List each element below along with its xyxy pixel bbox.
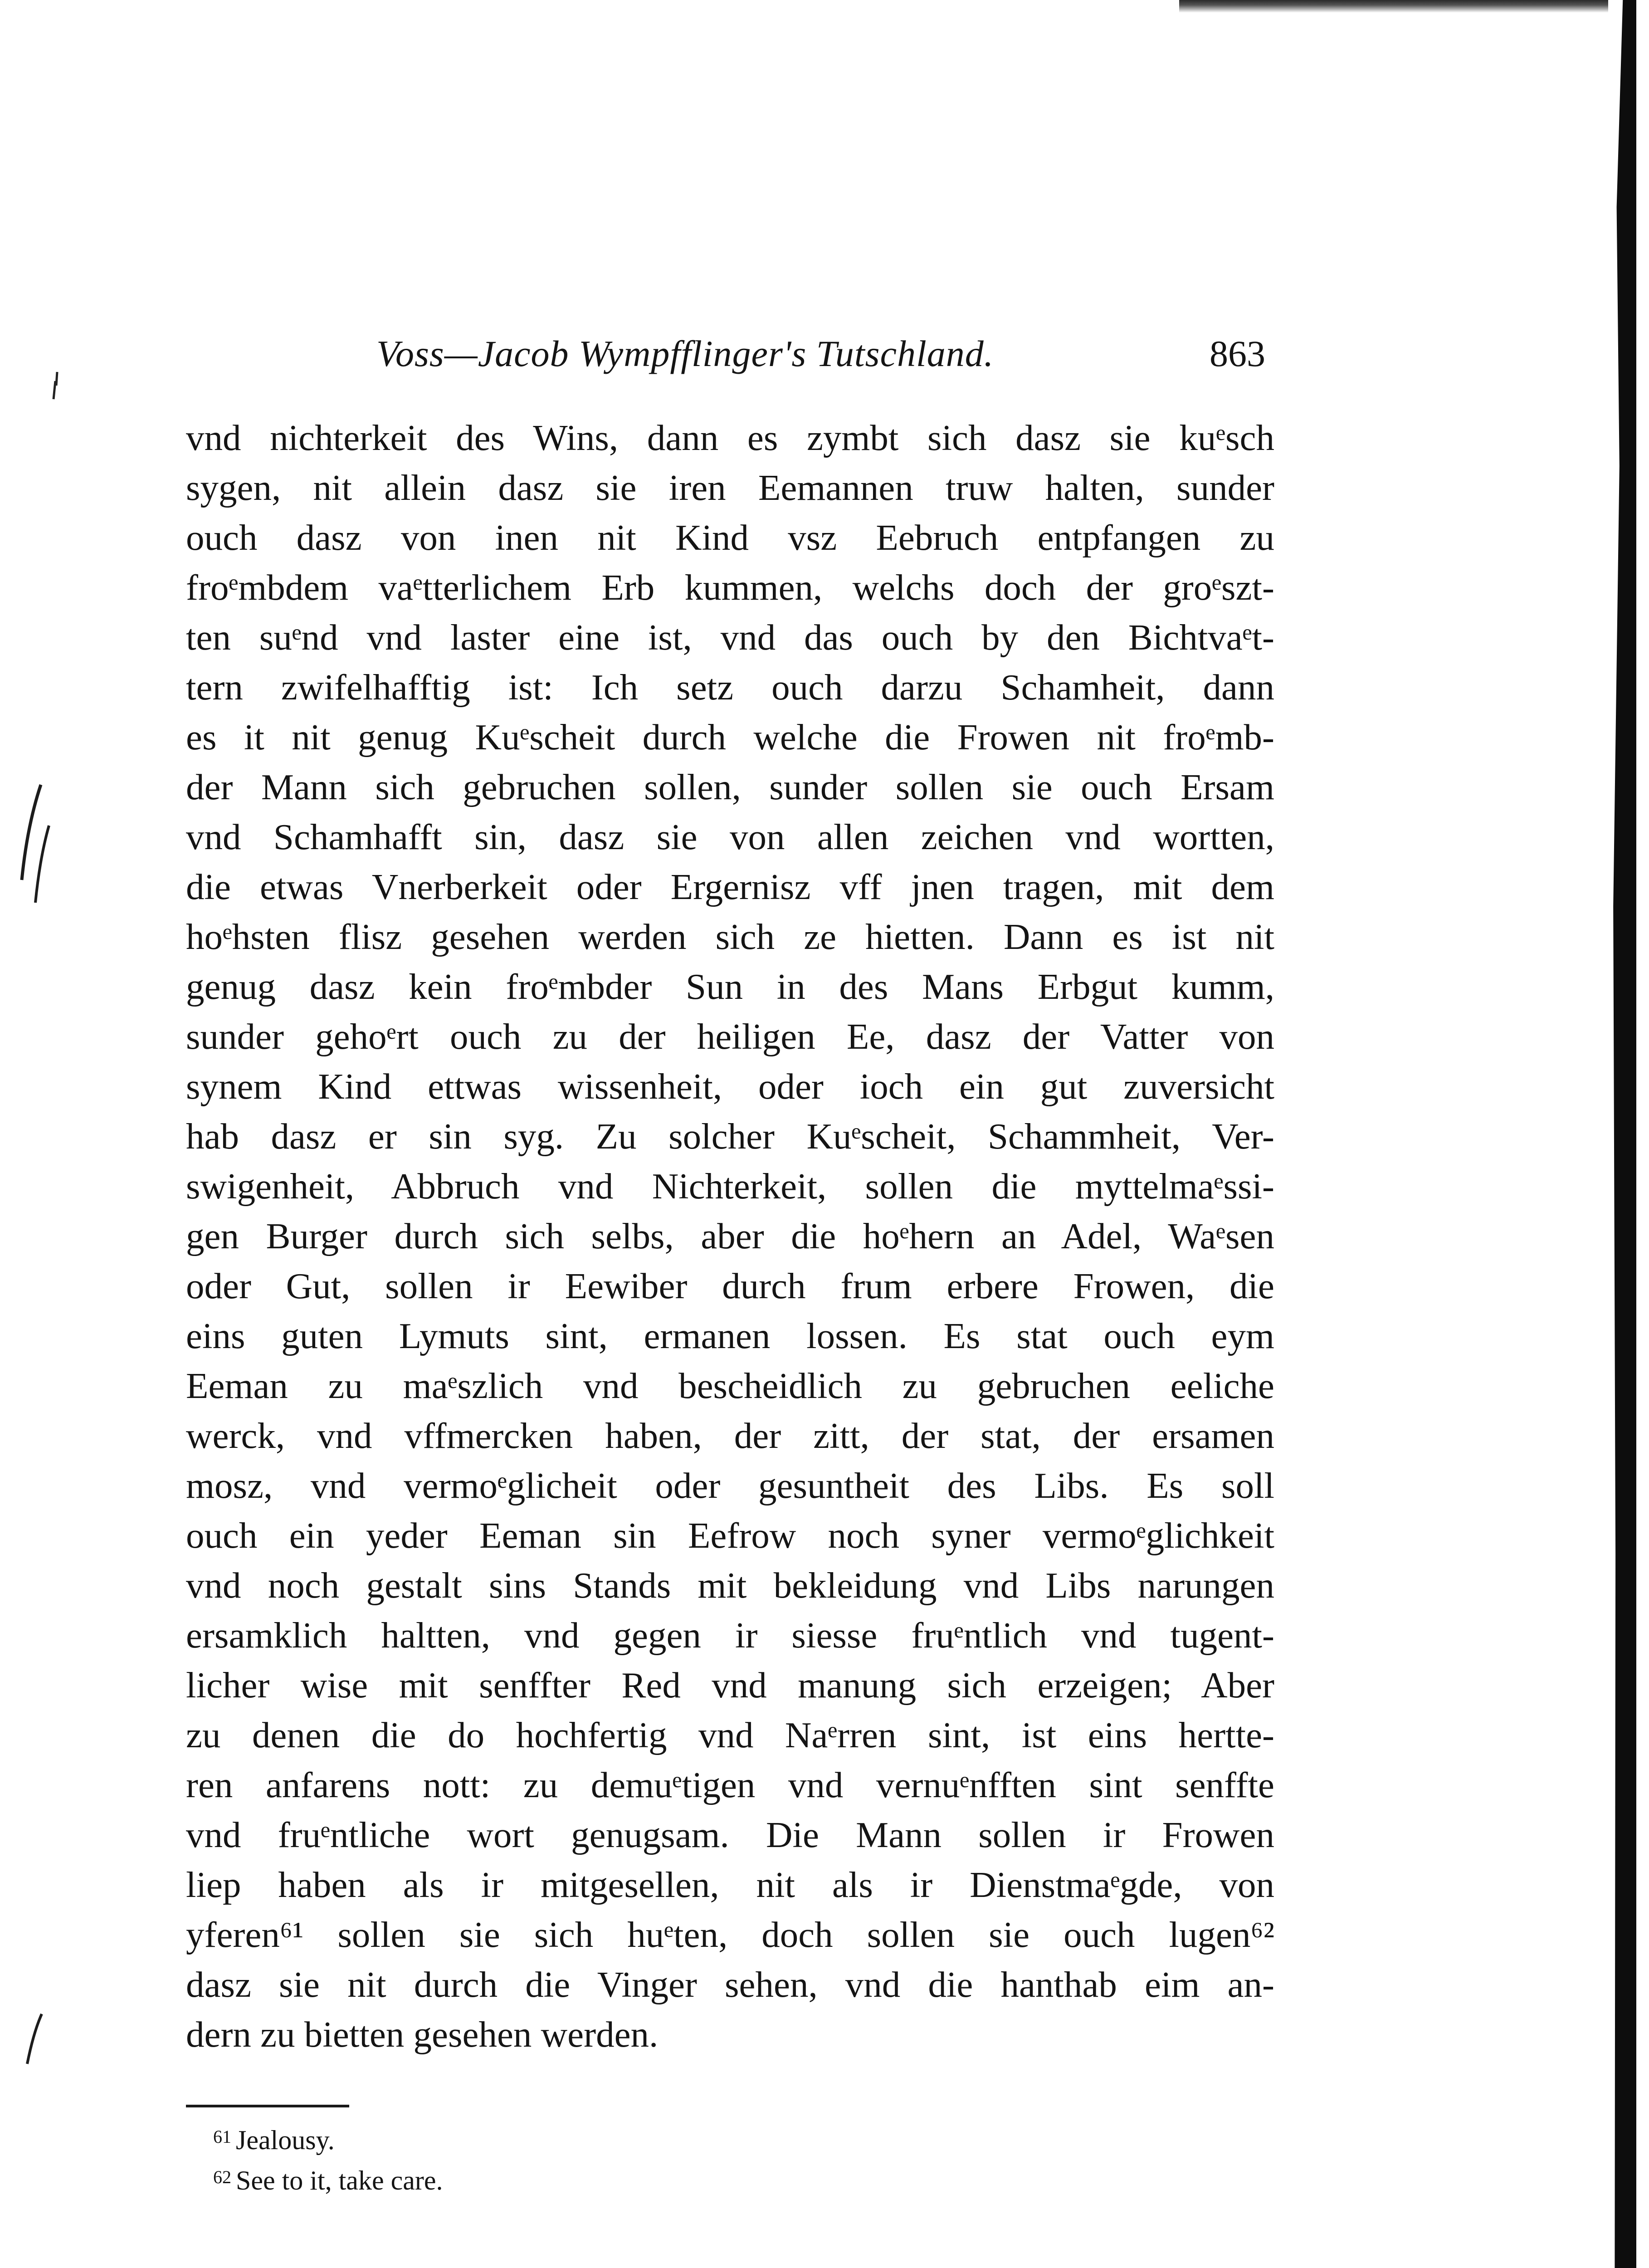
text-line: tern zwifelhafftig ist: Ich setz ouch darzu Schamheit, dann: [186, 667, 1274, 708]
text-line: ren anfarens nott: zu demuᵉtigen vnd vernuᵉnfften sint senffte: [186, 1765, 1274, 1805]
text-line: Eeman zu maᵉszlich vnd bescheidlich zu gebruchen eeliche: [186, 1365, 1274, 1406]
text-line: yferen⁶¹ sollen sie sich huᵉten, doch sollen sie ouch lugen⁶²: [186, 1914, 1274, 1955]
text-line: es it nit genug Kuᵉscheit durch welche die Frowen nit froᵉmb-: [186, 717, 1274, 758]
text-line: liep haben als ir mitgesellen, nit als ir Dienstmaᵉgde, von: [186, 1864, 1274, 1905]
text-line: mosz, vnd vermoᵉglicheit oder gesuntheit des Libs. Es soll: [186, 1465, 1274, 1506]
text-line: swigenheit, Abbruch vnd Nichterkeit, sollen die myttelmaᵉssi-: [186, 1166, 1274, 1207]
text-line: hoᵉhsten flisz gesehen werden sich ze hietten. Dann es ist nit: [186, 916, 1274, 957]
text-line: zu denen die do hochfertig vnd Naᵉrren sint, ist eins hertte-: [186, 1715, 1274, 1755]
footnote-text: See to it, take care.: [236, 2165, 443, 2195]
text-line: synem Kind ettwas wissenheit, oder ioch ein gut zuversicht: [186, 1066, 1274, 1107]
footnote-number: 61: [213, 2126, 231, 2147]
text-line: ouch dasz von inen nit Kind vsz Eebruch entpfangen zu: [186, 517, 1274, 558]
text-line: der Mann sich gebruchen sollen, sunder sollen sie ouch Ersam: [186, 767, 1274, 807]
text-line: vnd Schamhafft sin, dasz sie von allen zeichen vnd wortten,: [186, 816, 1274, 857]
text-line: hab dasz er sin syg. Zu solcher Kuᵉscheit, Schammheit, Ver-: [186, 1116, 1274, 1157]
text-line: dasz sie nit durch die Vinger sehen, vnd die hanthab eim an-: [186, 1964, 1274, 2005]
body-text: [186, 413, 1274, 2059]
footnote-61: [213, 2118, 893, 2159]
text-line: ouch ein yeder Eeman sin Eefrow noch syner vermoᵉglichkeit: [186, 1515, 1274, 1556]
footnote-62: [213, 2159, 893, 2199]
text-line: die etwas Vnerberkeit oder Ergernisz vff jnen tragen, mit dem: [186, 866, 1274, 907]
footnotes: [213, 2118, 893, 2199]
text-line: genug dasz kein froᵉmbder Sun in des Mans Erbgut kumm,: [186, 966, 1274, 1007]
text-line: sunder gehoᵉrt ouch zu der heiligen Ee, dasz der Vatter von: [186, 1016, 1274, 1057]
text-line: froᵉmbdem vaᵉtterlichem Erb kummen, welchs doch der groᵉszt-: [186, 567, 1274, 608]
margin-pencil-marks: [14, 345, 68, 2068]
running-head-title: Voss—Jacob Wympfflinger's Tutschland.: [376, 333, 994, 374]
footnote-number: 62: [213, 2167, 231, 2187]
text-line: gen Burger durch sich selbs, aber die hoᵉhern an Adel, Waᵉsen: [186, 1216, 1274, 1256]
footnote-text: Jealousy.: [236, 2125, 335, 2155]
text-line: oder Gut, sollen ir Eewiber durch frum erbere Frowen, die: [186, 1266, 1274, 1306]
text-line: werck, vnd vffmercken haben, der zitt, der stat, der ersamen: [186, 1415, 1274, 1456]
text-line: sygen, nit allein dasz sie iren Eemannen truw halten, sunder: [186, 467, 1274, 508]
text-line: licher wise mit senffter Red vnd manung sich erzeigen; Aber: [186, 1665, 1274, 1706]
text-line: vnd nichterkeit des Wins, dann es zymbt sich dasz sie kuᵉsch: [186, 417, 1274, 458]
running-head: [376, 327, 1265, 381]
text-line: ersamklich haltten, vnd gegen ir siesse fruᵉntlich vnd tugent-: [186, 1615, 1274, 1656]
text-line: vnd fruᵉntliche wort genugsam. Die Mann sollen ir Frowen: [186, 1814, 1274, 1855]
page-number: 863: [1210, 333, 1265, 374]
text-line: dern zu bietten gesehen werden.: [186, 2014, 659, 2055]
footnote-rule: [186, 2105, 349, 2107]
text-line: vnd noch gestalt sins Stands mit bekleidung vnd Libs narungen: [186, 1565, 1274, 1606]
text-line: ten suᵉnd vnd laster eine ist, vnd das ouch by den Bichtvaᵉt-: [186, 617, 1274, 658]
text-line: eins guten Lymuts sint, ermanen lossen. Es stat ouch eym: [186, 1315, 1274, 1356]
